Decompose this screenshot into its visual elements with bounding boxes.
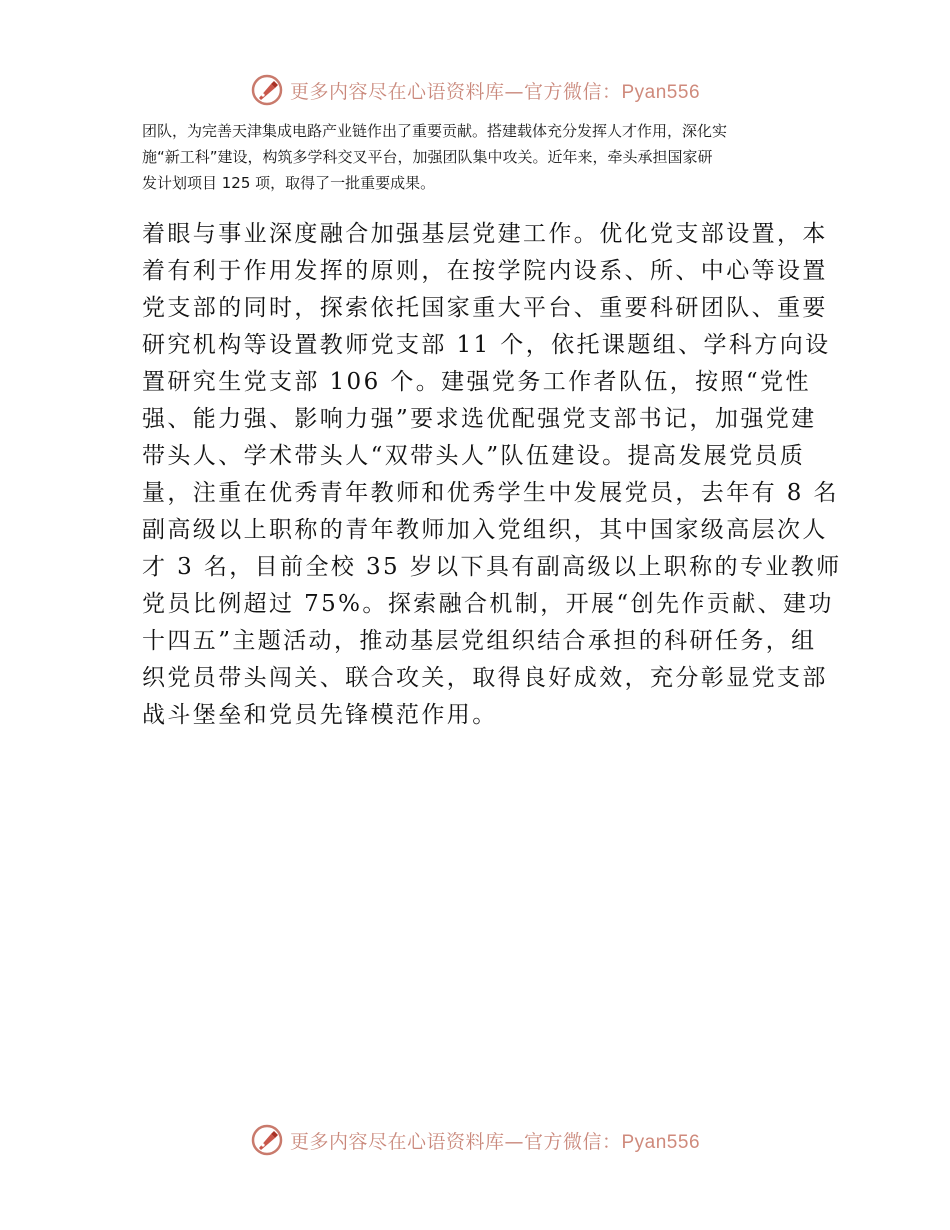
watermark-text [290,1127,700,1154]
watermark-separator: — [504,80,524,103]
watermark-brand: 更多内容尽在心语资料库 [289,80,505,103]
footer-watermark [0,1120,950,1160]
watermark-separator: — [504,1130,524,1153]
body-paragraph-line: 织党员带头闯关、联合攻关，取得良好成效，充分彰显党支部 [142,665,828,691]
body-paragraph-line: 副高级以上职称的青年教师加入党组织，其中国家级高层次人 [142,517,828,543]
body-paragraph-line: 才 3 名，目前全校 35 岁以下具有副高级以上职称的专业教师 [142,554,842,580]
body-paragraph-line: 研究机构等设置教师党支部 11 个，依托课题组、学科方向设 [142,332,831,358]
watermark-wechat-id: Pyan556 [621,81,701,103]
watermark-brand: 更多内容尽在心语资料库 [289,1130,505,1153]
watermark-wechat-label: 官方微信： [523,80,622,103]
body-paragraph-line: 党员比例超过 75%。探索融合机制，开展“创先作贡献、建功 [142,591,834,617]
continued-paragraph-line: 施“新工科”建设，构筑多学科交叉平台，加强团队集中攻关。近年来，牵头承担国家研 [142,148,713,166]
pen-nib-logo-icon [250,73,284,107]
continued-paragraph-line: 团队，为完善天津集成电路产业链作出了重要贡献。搭建载体充分发挥人才作用，深化实 [142,122,728,140]
body-paragraph-line: 党支部的同时，探索依托国家重大平台、重要科研团队、重要 [142,295,828,321]
body-paragraph-line: 带头人、学术带头人“双带头人”队伍建设。提高发展党员质 [142,443,806,469]
body-paragraph-line: 战斗堡垒和党员先锋模范作用。 [142,702,498,728]
body-paragraph-line: 置研究生党支部 106 个。建强党务工作者队伍，按照“党性 [142,369,811,395]
body-paragraph-line: 着有利于作用发挥的原则，在按学院内设系、所、中心等设置 [142,258,828,284]
continued-paragraph-line: 发计划项目 125 项，取得了一批重要成果。 [142,174,436,192]
header-watermark [0,70,950,110]
body-paragraph [142,216,842,734]
body-paragraph-line: 着眼与事业深度融合加强基层党建工作。优化党支部设置，本 [142,221,828,247]
pen-nib-logo-icon [250,1123,284,1157]
body-paragraph-line: 量，注重在优秀青年教师和优秀学生中发展党员，去年有 8 名 [142,480,839,506]
watermark-wechat-id: Pyan556 [621,1131,701,1153]
continued-paragraph [142,118,810,196]
body-paragraph-line: 十四五”主题活动，推动基层党组织结合承担的科研任务，组 [142,628,817,654]
watermark-text [290,77,700,104]
watermark-wechat-label: 官方微信： [523,1130,622,1153]
body-paragraph-line: 强、能力强、影响力强”要求选优配强党支部书记，加强党建 [142,406,817,432]
